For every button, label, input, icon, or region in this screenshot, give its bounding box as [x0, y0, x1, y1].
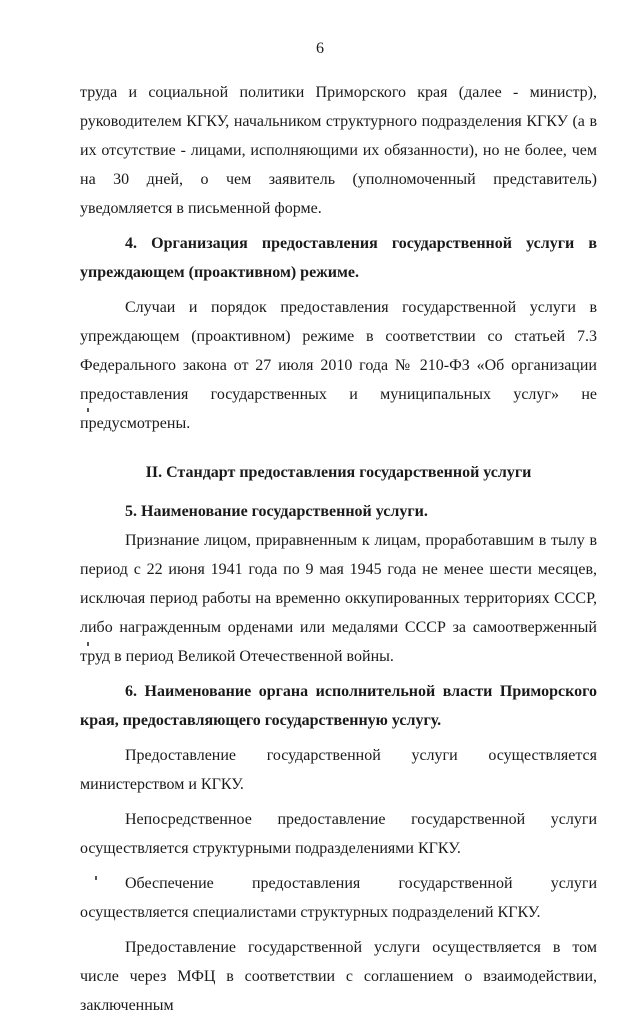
paragraph-section-4: Случаи и порядок предоставления государственной услуги в упреждающем (проактивном) режиме в соответствии со статьей 7.3 Федерального закона от 27 июля 2010 года № 210-ФЗ «Об организации предоставления государственных и муниципальных услуг» не предусмотрены. [80, 299, 597, 432]
paragraph-section-6-c: Обеспечение предоставления государственной услуги осуществляется специалистами структурных подразделений КГКУ. [80, 875, 597, 921]
paragraph-section-5: Признание лицом, приравненным к лицам, проработавшим в тылу в период с 22 июня 1941 года по 9 мая 1945 года не менее шести месяцев, исключая период работы на временно оккупированных территориях СССР, либо награжденным орденами или медалями СССР за самоотверженный труд в период Великой Отечественной войны. [80, 532, 597, 665]
heading-section-6: 6. Наименование органа исполнительной власти Приморского края, предоставляющего государственную услугу. [80, 683, 597, 729]
heading-section-5: 5. Наименование государственной услуги. [125, 503, 428, 520]
paragraph-section-6-a: Предоставление государственной услуги осуществляется министерством и КГКУ. [80, 747, 597, 793]
paragraph-section-6-d: Предоставление государственной услуги осуществляется в том числе через МФЦ в соответствии с соглашением о взаимодействии, заключенным [80, 939, 597, 1014]
scan-mark [87, 408, 89, 412]
scan-mark [95, 876, 97, 880]
scan-mark [87, 642, 89, 646]
paragraph-section-6-b: Непосредственное предоставление государственной услуги осуществляется структурными подразделениями КГКУ. [80, 811, 597, 857]
page-number: 6 [316, 40, 324, 57]
document-body [80, 78, 597, 1020]
paragraph-continuation: труда и социальной политики Приморского края (далее - министр), руководителем КГКУ, начальником структурного подразделения КГКУ (а в их отсутствие - лицами, исполняющими их обязанности), но не более, чем на 30 дней, о чем заявитель (уполномоченный представитель) уведомляется в письменной форме. [80, 84, 597, 217]
section-title-2: II. Стандарт предоставления государственной услуги [145, 464, 532, 481]
heading-section-4: 4. Организация предоставления государственной услуги в упреждающем (проактивном) режиме. [80, 235, 597, 281]
